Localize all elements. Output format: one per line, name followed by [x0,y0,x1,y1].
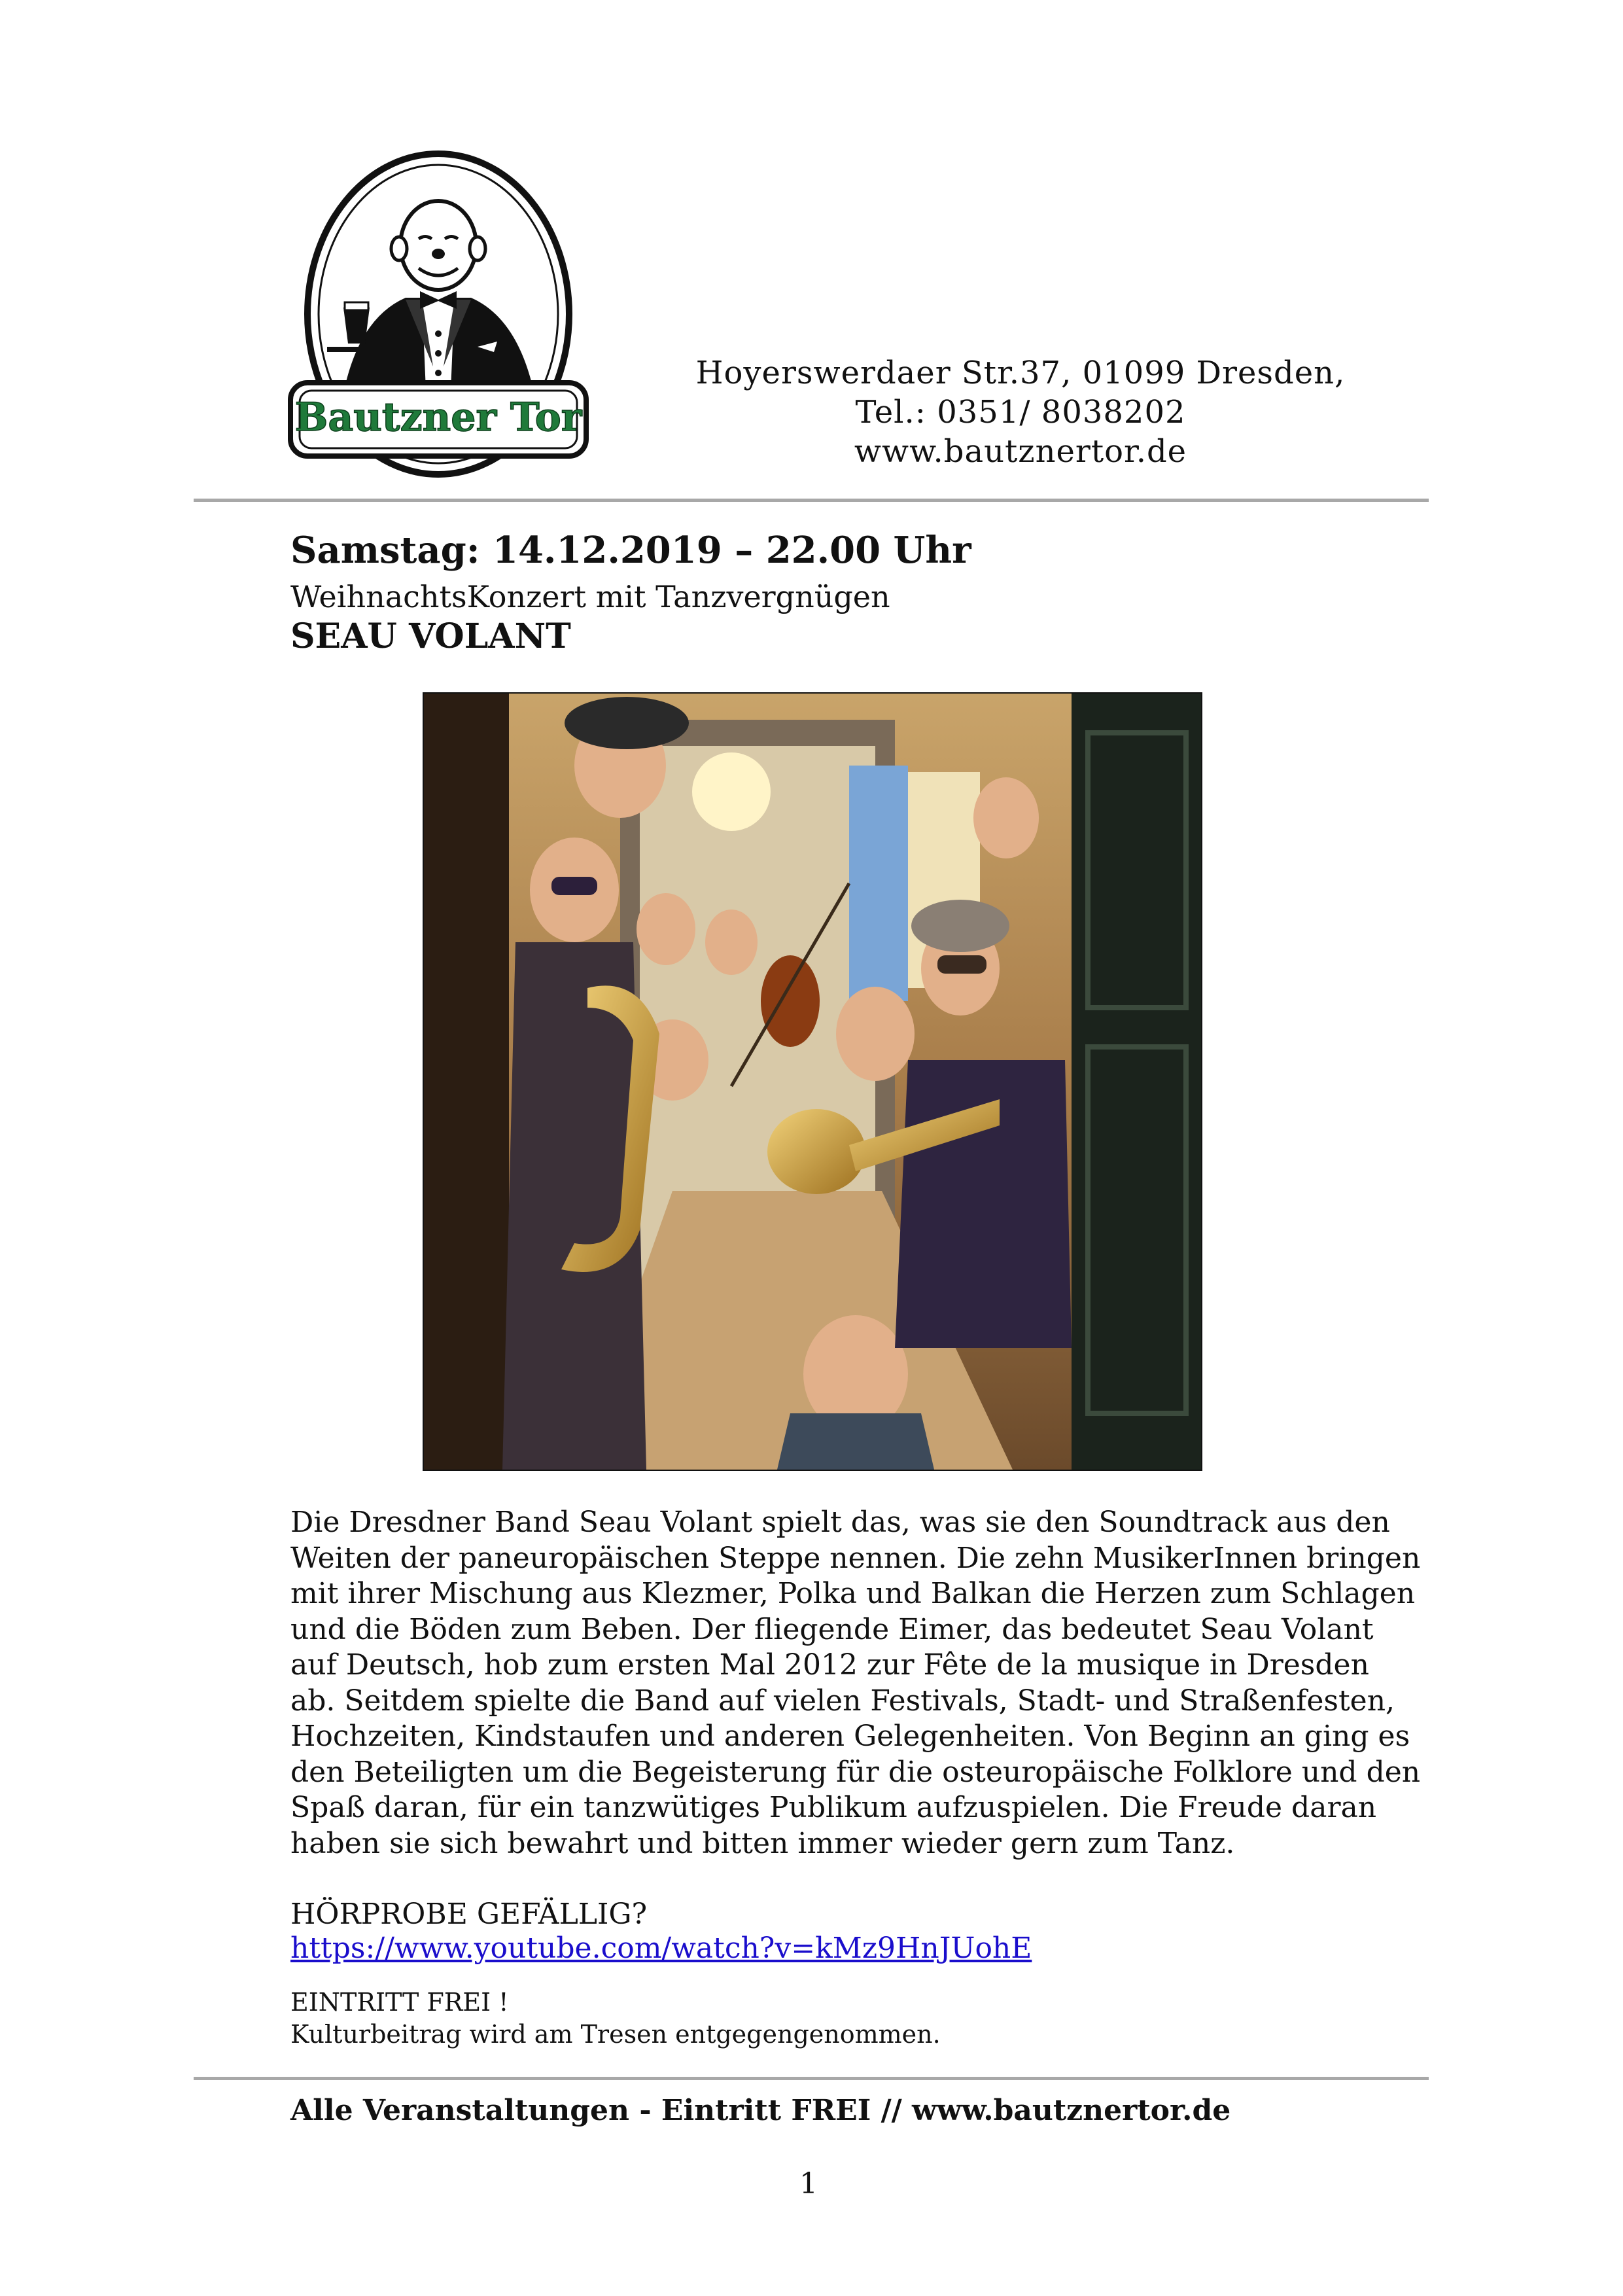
event-subtitle: WeihnachtsKonzert mit Tanzvergnügen [290,579,890,614]
description-line: haben sie sich bewahrt und bitten immer wieder gern zum Tanz. [290,1826,1235,1860]
event-date: Samstag: 14.12.2019 – 22.00 Uhr [290,529,971,572]
description-line: ab. Seitdem spielte die Band auf vielen Festivals, Stadt- und Straßenfesten, [290,1684,1395,1718]
svg-text:Bautzner Tor: Bautzner Tor [294,395,582,440]
description-line: Die Dresdner Band Seau Volant spielt das, was sie den Soundtrack aus den [290,1506,1390,1539]
description-line: Weiten der paneuropäischen Steppe nennen. Die zehn MusikerInnen bringen [290,1541,1421,1575]
header-divider [194,499,1429,502]
youtube-link[interactable]: https://www.youtube.com/watch?v=kMz9HnJUohE [290,1932,1032,1965]
bautzner-tor-logo [281,150,595,484]
band-name: SEAU VOLANT [290,616,571,656]
band-photo [423,692,1202,1471]
description-line: auf Deutsch, hob zum ersten Mal 2012 zur Fête de la musique in Dresden [290,1648,1369,1682]
contact-block [654,353,1387,471]
address: Hoyerswerdaer Str.37, 01099 Dresden, [695,355,1346,391]
footer-text: Alle Veranstaltungen - Eintritt FREI // www.bautznertor.de [290,2094,1231,2127]
description-line: und die Böden zum Beben. Der fliegende Eimer, das bedeutet Seau Volant [290,1612,1374,1646]
description-line: den Beteiligten um die Begeisterung für die osteuropäische Folklore und den [290,1755,1421,1789]
audio-prompt: HÖRPROBE GEFÄLLIG? [290,1898,648,1931]
footer-divider [194,2077,1429,2080]
page-number: 1 [799,2167,818,2200]
description-line: Spaß daran, für ein tanzwütiges Publikum aufzuspielen. Die Freude daran [290,1791,1377,1824]
admission-note: Kulturbeitrag wird am Tresen entgegengenommen. [290,2020,941,2049]
event-description [290,1505,1442,1862]
website: www.bautznertor.de [854,433,1187,470]
description-line: mit ihrer Mischung aus Klezmer, Polka und Balkan die Herzen zum Schlagen [290,1577,1416,1610]
description-line: Hochzeiten, Kindstaufen und anderen Gelegenheiten. Von Beginn an ging es [290,1720,1410,1753]
admission-title: EINTRITT FREI ! [290,1988,509,2017]
phone: Tel.: 0351/ 8038202 [855,394,1186,431]
